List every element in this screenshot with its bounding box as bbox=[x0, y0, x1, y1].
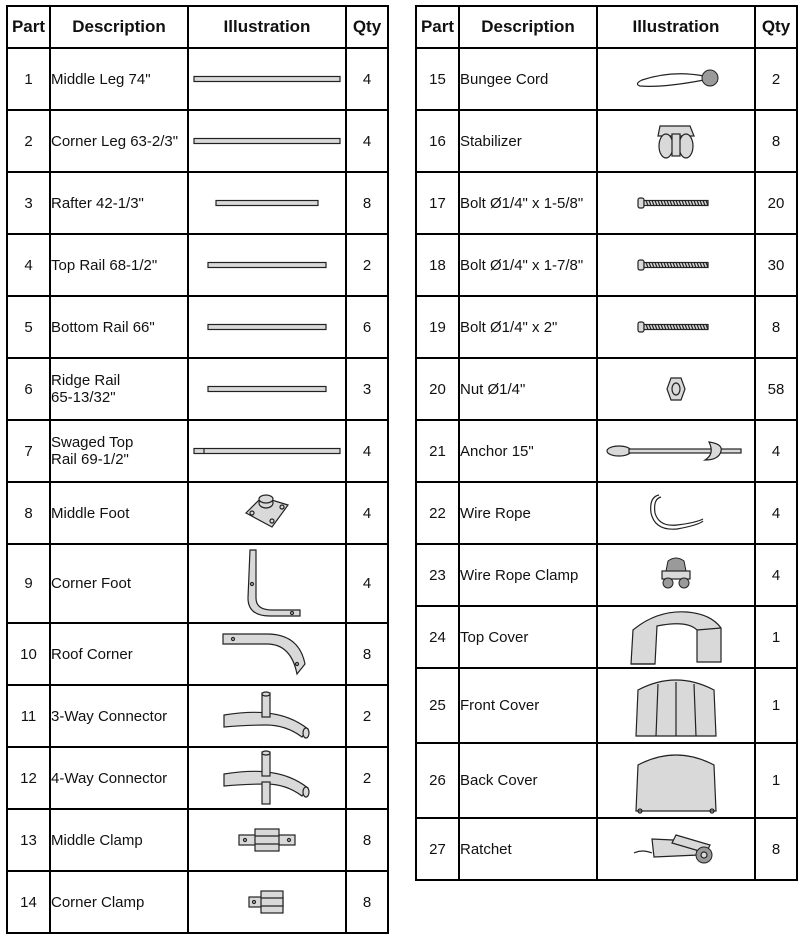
part-description: Swaged Top Rail 69-1/2" bbox=[50, 420, 188, 482]
part-quantity: 8 bbox=[755, 818, 797, 880]
long-tube-icon bbox=[189, 74, 345, 84]
table-row bbox=[7, 110, 388, 172]
table-row bbox=[416, 48, 797, 110]
middle-clamp-icon bbox=[189, 827, 345, 853]
header-row bbox=[7, 6, 388, 48]
part-quantity: 8 bbox=[346, 871, 388, 933]
part-quantity: 4 bbox=[346, 110, 388, 172]
top-cover-icon bbox=[598, 608, 754, 666]
part-number: 13 bbox=[7, 809, 50, 871]
header-description: Description bbox=[459, 6, 597, 48]
part-number: 6 bbox=[7, 358, 50, 420]
part-illustration bbox=[597, 234, 755, 296]
part-quantity: 1 bbox=[755, 668, 797, 743]
part-description: Ridge Rail 65-13/32" bbox=[50, 358, 188, 420]
part-quantity: 1 bbox=[755, 743, 797, 818]
part-quantity: 4 bbox=[346, 420, 388, 482]
part-number: 23 bbox=[416, 544, 459, 606]
table-row bbox=[416, 818, 797, 880]
part-description: Wire Rope Clamp bbox=[459, 544, 597, 606]
part-illustration bbox=[188, 420, 346, 482]
part-illustration bbox=[188, 544, 346, 623]
part-illustration bbox=[597, 482, 755, 544]
table-row bbox=[416, 172, 797, 234]
part-quantity: 20 bbox=[755, 172, 797, 234]
table-row bbox=[416, 420, 797, 482]
part-description: Nut Ø1/4" bbox=[459, 358, 597, 420]
header-part: Part bbox=[7, 6, 50, 48]
part-number: 19 bbox=[416, 296, 459, 358]
part-description: Wire Rope bbox=[459, 482, 597, 544]
part-description: Bolt Ø1/4" x 1-7/8" bbox=[459, 234, 597, 296]
table-row bbox=[416, 743, 797, 818]
part-quantity: 4 bbox=[346, 482, 388, 544]
table-row bbox=[416, 358, 797, 420]
part-illustration bbox=[188, 296, 346, 358]
part-quantity: 8 bbox=[346, 809, 388, 871]
table-row bbox=[416, 482, 797, 544]
bolt-icon bbox=[598, 258, 754, 272]
table-row bbox=[7, 420, 388, 482]
part-illustration bbox=[188, 482, 346, 544]
table-row bbox=[7, 871, 388, 933]
ratchet-icon bbox=[598, 831, 754, 867]
part-illustration bbox=[188, 809, 346, 871]
part-number: 1 bbox=[7, 48, 50, 110]
table-row bbox=[7, 234, 388, 296]
part-quantity: 4 bbox=[346, 544, 388, 623]
part-illustration bbox=[597, 668, 755, 743]
part-illustration bbox=[188, 747, 346, 809]
part-description: Corner Leg 63-2/3" bbox=[50, 110, 188, 172]
part-quantity: 30 bbox=[755, 234, 797, 296]
part-illustration bbox=[597, 818, 755, 880]
part-illustration bbox=[188, 110, 346, 172]
table-row bbox=[416, 544, 797, 606]
part-quantity: 2 bbox=[755, 48, 797, 110]
part-number: 15 bbox=[416, 48, 459, 110]
header-description: Description bbox=[50, 6, 188, 48]
part-description: Bolt Ø1/4" x 2" bbox=[459, 296, 597, 358]
part-illustration bbox=[188, 623, 346, 685]
corner-foot-icon bbox=[189, 548, 345, 620]
part-illustration bbox=[597, 358, 755, 420]
table-row bbox=[7, 358, 388, 420]
part-quantity: 1 bbox=[755, 606, 797, 668]
table-row bbox=[7, 685, 388, 747]
part-illustration bbox=[188, 48, 346, 110]
part-number: 12 bbox=[7, 747, 50, 809]
part-quantity: 4 bbox=[346, 48, 388, 110]
table-row bbox=[7, 623, 388, 685]
header-row bbox=[416, 6, 797, 48]
tube-icon bbox=[189, 322, 345, 332]
part-description: Back Cover bbox=[459, 743, 597, 818]
wire-rope-clamp-icon bbox=[598, 557, 754, 593]
part-number: 2 bbox=[7, 110, 50, 172]
part-number: 7 bbox=[7, 420, 50, 482]
four-way-connector-icon bbox=[189, 750, 345, 806]
part-quantity: 2 bbox=[346, 234, 388, 296]
part-number: 22 bbox=[416, 482, 459, 544]
table-row bbox=[7, 747, 388, 809]
table-row bbox=[7, 544, 388, 623]
part-number: 26 bbox=[416, 743, 459, 818]
header-illustration: Illustration bbox=[188, 6, 346, 48]
part-illustration bbox=[597, 296, 755, 358]
part-number: 4 bbox=[7, 234, 50, 296]
table-row bbox=[7, 809, 388, 871]
corner-clamp-icon bbox=[189, 889, 345, 915]
part-quantity: 2 bbox=[346, 747, 388, 809]
part-description: Ratchet bbox=[459, 818, 597, 880]
table-row bbox=[416, 110, 797, 172]
part-illustration bbox=[597, 420, 755, 482]
part-illustration bbox=[597, 110, 755, 172]
stabilizer-icon bbox=[598, 118, 754, 164]
part-number: 10 bbox=[7, 623, 50, 685]
anchor-icon bbox=[598, 438, 754, 464]
part-description: Bungee Cord bbox=[459, 48, 597, 110]
part-number: 27 bbox=[416, 818, 459, 880]
part-number: 9 bbox=[7, 544, 50, 623]
part-illustration bbox=[188, 871, 346, 933]
table-row bbox=[7, 296, 388, 358]
table-row bbox=[7, 172, 388, 234]
table-row bbox=[416, 668, 797, 743]
middle-foot-icon bbox=[189, 493, 345, 533]
part-number: 25 bbox=[416, 668, 459, 743]
part-illustration bbox=[188, 234, 346, 296]
part-illustration bbox=[188, 685, 346, 747]
part-illustration bbox=[188, 358, 346, 420]
part-description: Top Rail 68-1/2" bbox=[50, 234, 188, 296]
part-illustration bbox=[597, 544, 755, 606]
table-row bbox=[416, 606, 797, 668]
part-number: 18 bbox=[416, 234, 459, 296]
part-description: Roof Corner bbox=[50, 623, 188, 685]
part-illustration bbox=[188, 172, 346, 234]
part-quantity: 4 bbox=[755, 544, 797, 606]
part-description: Stabilizer bbox=[459, 110, 597, 172]
part-description: Corner Foot bbox=[50, 544, 188, 623]
part-number: 5 bbox=[7, 296, 50, 358]
table-row bbox=[7, 48, 388, 110]
long-tube-icon bbox=[189, 136, 345, 146]
part-description: Rafter 42-1/3" bbox=[50, 172, 188, 234]
part-description: Anchor 15" bbox=[459, 420, 597, 482]
part-number: 24 bbox=[416, 606, 459, 668]
roof-corner-icon bbox=[189, 630, 345, 678]
swaged-tube-icon bbox=[189, 446, 345, 456]
part-quantity: 6 bbox=[346, 296, 388, 358]
part-description: 3-Way Connector bbox=[50, 685, 188, 747]
part-description: Bottom Rail 66" bbox=[50, 296, 188, 358]
part-description: Bolt Ø1/4" x 1-5/8" bbox=[459, 172, 597, 234]
parts-table-right bbox=[415, 5, 798, 881]
nut-icon bbox=[598, 376, 754, 402]
back-cover-icon bbox=[598, 747, 754, 815]
part-number: 21 bbox=[416, 420, 459, 482]
part-description: Middle Foot bbox=[50, 482, 188, 544]
bungee-cord-icon bbox=[598, 66, 754, 92]
part-quantity: 3 bbox=[346, 358, 388, 420]
three-way-connector-icon bbox=[189, 691, 345, 741]
part-quantity: 4 bbox=[755, 420, 797, 482]
part-illustration bbox=[597, 743, 755, 818]
bolt-icon bbox=[598, 320, 754, 334]
part-number: 16 bbox=[416, 110, 459, 172]
part-quantity: 8 bbox=[346, 172, 388, 234]
part-quantity: 8 bbox=[755, 296, 797, 358]
part-illustration bbox=[597, 172, 755, 234]
part-illustration bbox=[597, 48, 755, 110]
header-part: Part bbox=[416, 6, 459, 48]
table-row bbox=[416, 234, 797, 296]
part-number: 3 bbox=[7, 172, 50, 234]
front-cover-icon bbox=[598, 672, 754, 740]
part-quantity: 8 bbox=[755, 110, 797, 172]
header-illustration: Illustration bbox=[597, 6, 755, 48]
header-qty: Qty bbox=[346, 6, 388, 48]
part-quantity: 58 bbox=[755, 358, 797, 420]
part-description: Middle Clamp bbox=[50, 809, 188, 871]
part-number: 17 bbox=[416, 172, 459, 234]
part-description: Top Cover bbox=[459, 606, 597, 668]
bolt-icon bbox=[598, 196, 754, 210]
part-quantity: 4 bbox=[755, 482, 797, 544]
table-row bbox=[7, 482, 388, 544]
part-illustration bbox=[597, 606, 755, 668]
parts-table-left bbox=[6, 5, 389, 934]
part-description: Front Cover bbox=[459, 668, 597, 743]
table-row bbox=[416, 296, 797, 358]
part-quantity: 8 bbox=[346, 623, 388, 685]
tube-icon bbox=[189, 260, 345, 270]
wire-rope-icon bbox=[598, 491, 754, 535]
part-number: 11 bbox=[7, 685, 50, 747]
part-description: 4-Way Connector bbox=[50, 747, 188, 809]
header-qty: Qty bbox=[755, 6, 797, 48]
part-number: 8 bbox=[7, 482, 50, 544]
part-description: Middle Leg 74" bbox=[50, 48, 188, 110]
part-description: Corner Clamp bbox=[50, 871, 188, 933]
tube-icon bbox=[189, 384, 345, 394]
short-tube-icon bbox=[189, 198, 345, 208]
part-number: 20 bbox=[416, 358, 459, 420]
part-quantity: 2 bbox=[346, 685, 388, 747]
part-number: 14 bbox=[7, 871, 50, 933]
